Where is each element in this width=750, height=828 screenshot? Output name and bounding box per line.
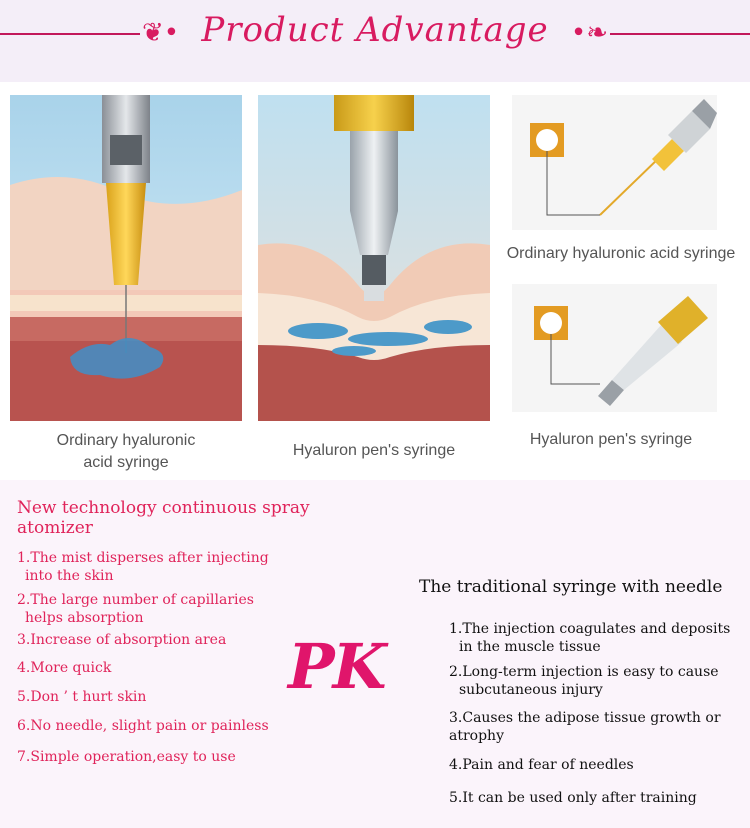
caption-ordinary-syringe-detail: Ordinary hyaluronic acid syringe (506, 245, 736, 262)
caption-line: acid syringe (83, 454, 169, 471)
ornament-swirl-left-icon: ❦• (142, 18, 180, 48)
list-item: 5.Don ’ t hurt skin (17, 689, 147, 705)
item-line: helps absorption (25, 610, 144, 626)
list-item: 7.Simple operation,easy to use (17, 749, 236, 765)
item-line: atrophy (449, 728, 504, 744)
item-line: 1.The injection coagulates and deposits (449, 621, 731, 637)
list-item (449, 709, 749, 745)
list-item: 4.Pain and fear of needles (449, 757, 634, 773)
ornament-swirl-right-icon: •❧ (570, 18, 608, 48)
atomizer-heading (17, 498, 377, 538)
ordinary-syringe-detail-illustration (512, 95, 717, 230)
list-item (17, 591, 337, 627)
item-line: into the skin (25, 568, 114, 584)
ordinary-syringe-illustration (10, 95, 242, 421)
item-line: 1.The mist disperses after injecting (17, 550, 269, 566)
item-line: 2.The large number of capillaries (17, 592, 254, 608)
heading-line: atomizer (17, 518, 93, 538)
list-item (449, 620, 749, 656)
header-banner (0, 0, 750, 82)
page-title: Product Advantage (201, 10, 549, 50)
item-line: 2.Long-term injection is easy to cause (449, 664, 719, 680)
list-item: 4.More quick (17, 660, 112, 676)
list-item: 5.It can be used only after training (449, 790, 697, 806)
item-line: 3.Causes the adipose tissue growth or (449, 710, 721, 726)
caption-line: Ordinary hyaluronic (56, 432, 196, 449)
item-line: subcutaneous injury (459, 682, 603, 698)
list-item: 6.No needle, slight pain or painless (17, 718, 269, 734)
list-item (449, 663, 749, 699)
item-line: in the muscle tissue (459, 639, 601, 655)
caption-hyaluron-pen: Hyaluron pen's syringe (292, 442, 456, 459)
hyaluron-pen-illustration (258, 95, 490, 421)
traditional-syringe-heading: The traditional syringe with needle (419, 577, 723, 597)
caption-ordinary-syringe (10, 430, 242, 474)
pk-versus-mark: PK (288, 630, 385, 703)
heading-line: New technology continuous spray (17, 498, 310, 518)
list-item: 3.Increase of absorption area (17, 632, 227, 648)
hyaluron-pen-detail-illustration (512, 284, 717, 412)
caption-hyaluron-pen-detail: Hyaluron pen's syringe (529, 431, 693, 448)
list-item (17, 549, 337, 585)
